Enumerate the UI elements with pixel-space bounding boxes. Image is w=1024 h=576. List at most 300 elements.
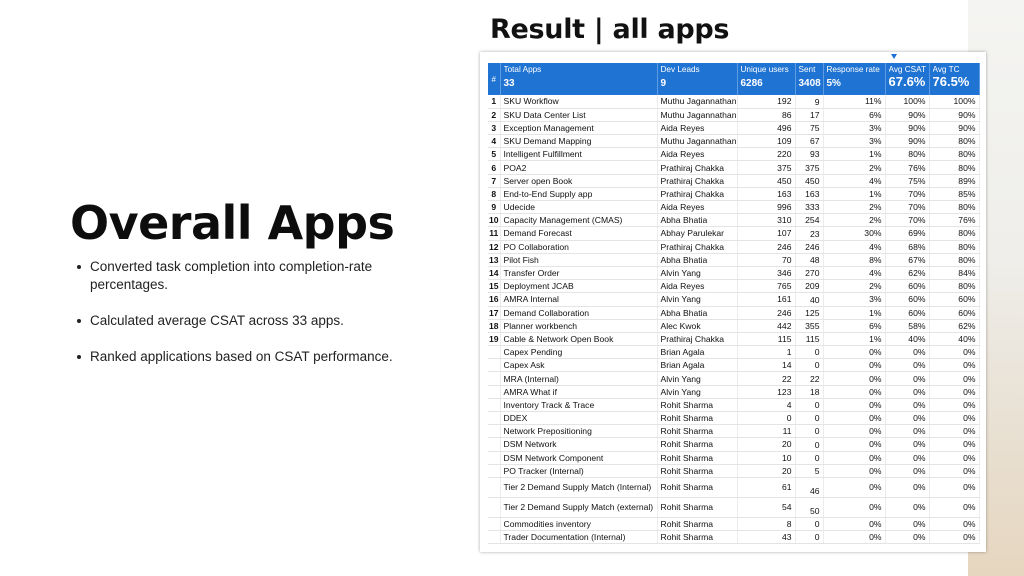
cell-avg-csat[interactable]: 0% <box>885 346 929 359</box>
cell-avg-csat[interactable]: 69% <box>885 227 929 240</box>
cell-app-name[interactable]: SKU Workflow <box>500 95 657 108</box>
cell-unique-users[interactable]: 54 <box>737 497 795 517</box>
cell-unique-users[interactable]: 8 <box>737 517 795 530</box>
cell-avg-csat[interactable]: 60% <box>885 306 929 319</box>
cell-rank[interactable] <box>488 451 500 464</box>
cell-response-rate[interactable]: 0% <box>823 372 885 385</box>
cell-response-rate[interactable]: 2% <box>823 201 885 214</box>
cell-avg-csat[interactable]: 0% <box>885 385 929 398</box>
cell-dev-lead[interactable]: Abha Bhatia <box>657 214 737 227</box>
cell-rank[interactable]: 9 <box>488 201 500 214</box>
cell-app-name[interactable]: MRA (Internal) <box>500 372 657 385</box>
cell-app-name[interactable]: Cable & Network Open Book <box>500 332 657 345</box>
cell-app-name[interactable]: Demand Forecast <box>500 227 657 240</box>
header-response-rate[interactable] <box>823 63 885 95</box>
cell-dev-lead[interactable]: Alvin Yang <box>657 266 737 279</box>
cell-avg-csat[interactable]: 90% <box>885 121 929 134</box>
cell-rank[interactable] <box>488 531 500 544</box>
cell-unique-users[interactable]: 1 <box>737 346 795 359</box>
table-row[interactable] <box>488 121 979 134</box>
cell-avg-csat[interactable]: 68% <box>885 240 929 253</box>
cell-response-rate[interactable]: 2% <box>823 280 885 293</box>
cell-rank[interactable] <box>488 412 500 425</box>
cell-avg-tc[interactable]: 84% <box>929 266 979 279</box>
cell-response-rate[interactable]: 0% <box>823 464 885 477</box>
cell-unique-users[interactable]: 220 <box>737 148 795 161</box>
cell-sent[interactable]: 48 <box>795 253 823 266</box>
cell-unique-users[interactable]: 20 <box>737 464 795 477</box>
cell-rank[interactable]: 2 <box>488 108 500 121</box>
cell-dev-lead[interactable]: Rohit Sharma <box>657 497 737 517</box>
cell-app-name[interactable]: DSM Network Component <box>500 451 657 464</box>
cell-app-name[interactable]: Capex Pending <box>500 346 657 359</box>
cell-avg-tc[interactable]: 0% <box>929 425 979 438</box>
cell-response-rate[interactable]: 0% <box>823 517 885 530</box>
cell-avg-csat[interactable]: 0% <box>885 497 929 517</box>
cell-sent[interactable]: 40 <box>795 293 823 306</box>
cell-unique-users[interactable]: 109 <box>737 135 795 148</box>
cell-unique-users[interactable]: 496 <box>737 121 795 134</box>
cell-rank[interactable] <box>488 464 500 477</box>
cell-dev-lead[interactable]: Muthu Jagannathan <box>657 95 737 108</box>
cell-dev-lead[interactable]: Rohit Sharma <box>657 425 737 438</box>
cell-response-rate[interactable]: 0% <box>823 438 885 451</box>
header-avg-csat[interactable] <box>885 63 929 95</box>
cell-avg-csat[interactable]: 58% <box>885 319 929 332</box>
cell-avg-csat[interactable]: 80% <box>885 148 929 161</box>
table-row[interactable] <box>488 359 979 372</box>
cell-sent[interactable]: 163 <box>795 187 823 200</box>
cell-sent[interactable]: 23 <box>795 227 823 240</box>
cell-response-rate[interactable]: 4% <box>823 240 885 253</box>
cell-response-rate[interactable]: 1% <box>823 332 885 345</box>
cell-dev-lead[interactable]: Alvin Yang <box>657 293 737 306</box>
cell-unique-users[interactable]: 22 <box>737 372 795 385</box>
cell-rank[interactable]: 11 <box>489 228 499 239</box>
header-unique-users[interactable] <box>737 63 795 95</box>
cell-avg-tc[interactable]: 0% <box>929 372 979 385</box>
cell-dev-lead[interactable]: Rohit Sharma <box>657 477 737 497</box>
cell-rank[interactable] <box>488 517 500 530</box>
cell-rank[interactable] <box>488 438 500 451</box>
cell-avg-tc[interactable]: 80% <box>929 148 979 161</box>
cell-unique-users[interactable]: 86 <box>737 108 795 121</box>
cell-avg-tc[interactable]: 0% <box>929 451 979 464</box>
cell-avg-csat[interactable]: 70% <box>885 214 929 227</box>
cell-sent[interactable]: 254 <box>795 214 823 227</box>
table-row[interactable] <box>488 319 979 332</box>
cell-app-name[interactable]: PO Collaboration <box>500 240 657 253</box>
cell-app-name[interactable]: PO Tracker (Internal) <box>500 464 657 477</box>
header-avg-tc[interactable] <box>929 63 979 95</box>
cell-avg-tc[interactable]: 89% <box>929 174 979 187</box>
cell-response-rate[interactable]: 0% <box>823 412 885 425</box>
table-row[interactable] <box>488 187 979 200</box>
cell-response-rate[interactable]: 30% <box>823 227 885 240</box>
cell-response-rate[interactable]: 1% <box>823 187 885 200</box>
cell-app-name[interactable]: Commodities inventory <box>500 517 657 530</box>
cell-rank[interactable]: 7 <box>488 174 500 187</box>
cell-rank[interactable]: 13 <box>488 254 499 265</box>
cell-avg-tc[interactable]: 80% <box>929 240 979 253</box>
cell-unique-users[interactable]: 450 <box>737 174 795 187</box>
cell-app-name[interactable]: AMRA Internal <box>500 293 657 306</box>
cell-response-rate[interactable]: 3% <box>823 135 885 148</box>
cell-app-name[interactable]: Demand Collaboration <box>500 306 657 319</box>
cell-app-name[interactable]: Capacity Management (CMAS) <box>500 214 657 227</box>
cell-dev-lead[interactable]: Rohit Sharma <box>657 412 737 425</box>
cell-unique-users[interactable]: 163 <box>737 187 795 200</box>
cell-avg-tc[interactable]: 100% <box>929 95 979 108</box>
cell-rank[interactable]: 4 <box>488 135 500 148</box>
cell-avg-tc[interactable]: 80% <box>929 201 979 214</box>
cell-response-rate[interactable]: 0% <box>823 497 885 517</box>
cell-dev-lead[interactable]: Aida Reyes <box>657 201 737 214</box>
cell-unique-users[interactable]: 14 <box>737 359 795 372</box>
cell-dev-lead[interactable]: Aida Reyes <box>657 121 737 134</box>
cell-avg-tc[interactable]: 62% <box>929 319 979 332</box>
cell-avg-tc[interactable]: 90% <box>929 108 979 121</box>
cell-app-name[interactable]: Deployment JCAB <box>500 280 657 293</box>
cell-sent[interactable]: 0 <box>795 359 823 372</box>
cell-response-rate[interactable]: 6% <box>823 108 885 121</box>
cell-app-name[interactable]: Transfer Order <box>500 266 657 279</box>
cell-avg-tc[interactable]: 0% <box>929 477 979 497</box>
cell-app-name[interactable]: Pilot Fish <box>500 253 657 266</box>
cell-avg-csat[interactable]: 60% <box>885 280 929 293</box>
cell-app-name[interactable]: Exception Management <box>500 121 657 134</box>
cell-app-name[interactable]: SKU Data Center List <box>500 108 657 121</box>
cell-unique-users[interactable]: 765 <box>737 280 795 293</box>
cell-app-name[interactable]: Tier 2 Demand Supply Match (Internal) <box>500 477 657 497</box>
cell-unique-users[interactable]: 61 <box>737 477 795 497</box>
cell-response-rate[interactable]: 0% <box>823 425 885 438</box>
cell-sent[interactable]: 0 <box>795 346 823 359</box>
table-row[interactable] <box>488 412 979 425</box>
cell-rank[interactable]: 10 <box>488 215 499 226</box>
cell-dev-lead[interactable]: Brian Agala <box>657 346 737 359</box>
table-row[interactable] <box>488 372 979 385</box>
cell-sent[interactable]: 46 <box>795 477 823 497</box>
cell-response-rate[interactable]: 0% <box>823 359 885 372</box>
cell-unique-users[interactable]: 11 <box>737 425 795 438</box>
cell-avg-csat[interactable]: 0% <box>885 412 929 425</box>
cell-response-rate[interactable]: 0% <box>823 531 885 544</box>
cell-dev-lead[interactable]: Prathiraj Chakka <box>657 332 737 345</box>
table-row[interactable] <box>488 438 979 451</box>
cell-dev-lead[interactable]: Prathiraj Chakka <box>657 161 737 174</box>
cell-sent[interactable]: 75 <box>795 121 823 134</box>
cell-sent[interactable]: 246 <box>795 240 823 253</box>
cell-avg-csat[interactable]: 0% <box>885 438 929 451</box>
table-row[interactable] <box>488 95 979 108</box>
cell-avg-csat[interactable]: 90% <box>885 135 929 148</box>
cell-unique-users[interactable]: 0 <box>737 412 795 425</box>
cell-dev-lead[interactable]: Muthu Jagannathan <box>657 108 737 121</box>
cell-avg-csat[interactable]: 0% <box>885 359 929 372</box>
cell-avg-tc[interactable]: 80% <box>929 253 979 266</box>
cell-avg-csat[interactable]: 100% <box>885 95 929 108</box>
cell-rank[interactable]: 15 <box>488 281 499 292</box>
cell-rank[interactable]: 19 <box>488 333 499 344</box>
cell-response-rate[interactable]: 0% <box>823 398 885 411</box>
cell-unique-users[interactable]: 375 <box>737 161 795 174</box>
cell-response-rate[interactable]: 4% <box>823 266 885 279</box>
cell-dev-lead[interactable]: Muthu Jagannathan <box>657 135 737 148</box>
cell-unique-users[interactable]: 43 <box>737 531 795 544</box>
cell-app-name[interactable]: Trader Documentation (Internal) <box>500 531 657 544</box>
cell-sent[interactable]: 17 <box>795 108 823 121</box>
cell-sent[interactable]: 18 <box>795 385 823 398</box>
cell-response-rate[interactable]: 1% <box>823 148 885 161</box>
table-row[interactable] <box>488 451 979 464</box>
cell-response-rate[interactable]: 11% <box>823 95 885 108</box>
table-row[interactable] <box>488 280 979 293</box>
cell-sent[interactable]: 50 <box>795 497 823 517</box>
cell-unique-users[interactable]: 4 <box>737 398 795 411</box>
table-row[interactable] <box>488 346 979 359</box>
cell-rank[interactable]: 16 <box>488 294 499 305</box>
table-row[interactable] <box>488 425 979 438</box>
cell-avg-csat[interactable]: 0% <box>885 425 929 438</box>
cell-sent[interactable]: 125 <box>795 306 823 319</box>
cell-app-name[interactable]: DDEX <box>500 412 657 425</box>
cell-sent[interactable]: 355 <box>795 319 823 332</box>
cell-unique-users[interactable]: 161 <box>737 293 795 306</box>
cell-rank[interactable]: 14 <box>488 268 499 279</box>
cell-dev-lead[interactable]: Rohit Sharma <box>657 517 737 530</box>
cell-dev-lead[interactable]: Prathiraj Chakka <box>657 174 737 187</box>
cell-sent[interactable]: 0 <box>795 425 823 438</box>
header-sent[interactable] <box>795 63 823 95</box>
cell-sent[interactable]: 0 <box>795 517 823 530</box>
cell-unique-users[interactable]: 246 <box>737 306 795 319</box>
cell-app-name[interactable]: Capex Ask <box>500 359 657 372</box>
cell-unique-users[interactable]: 123 <box>737 385 795 398</box>
cell-sent[interactable]: 270 <box>795 266 823 279</box>
table-row[interactable] <box>488 517 979 530</box>
cell-avg-tc[interactable]: 0% <box>929 517 979 530</box>
cell-avg-tc[interactable]: 0% <box>929 412 979 425</box>
cell-response-rate[interactable]: 0% <box>823 451 885 464</box>
cell-sent[interactable]: 333 <box>795 201 823 214</box>
cell-app-name[interactable]: Server open Book <box>500 174 657 187</box>
cell-avg-tc[interactable]: 0% <box>929 464 979 477</box>
cell-avg-tc[interactable]: 0% <box>929 359 979 372</box>
cell-response-rate[interactable]: 0% <box>823 477 885 497</box>
cell-dev-lead[interactable]: Brian Agala <box>657 359 737 372</box>
cell-dev-lead[interactable]: Rohit Sharma <box>657 438 737 451</box>
cell-app-name[interactable]: End-to-End Supply app <box>500 187 657 200</box>
cell-rank[interactable]: 6 <box>488 161 500 174</box>
cell-unique-users[interactable]: 310 <box>737 214 795 227</box>
cell-app-name[interactable]: Tier 2 Demand Supply Match (external) <box>500 497 657 517</box>
cell-dev-lead[interactable]: Alvin Yang <box>657 385 737 398</box>
cell-app-name[interactable]: Udecide <box>500 201 657 214</box>
table-row[interactable] <box>488 174 979 187</box>
cell-avg-csat[interactable]: 0% <box>885 451 929 464</box>
cell-response-rate[interactable]: 0% <box>823 346 885 359</box>
cell-dev-lead[interactable]: Alec Kwok <box>657 319 737 332</box>
cell-unique-users[interactable]: 246 <box>737 240 795 253</box>
cell-app-name[interactable]: Network Prepositioning <box>500 425 657 438</box>
cell-sent[interactable]: 5 <box>795 464 823 477</box>
cell-sent[interactable]: 9 <box>795 95 823 108</box>
table-row[interactable] <box>488 332 979 345</box>
table-row[interactable] <box>488 253 979 266</box>
table-row[interactable] <box>488 108 979 121</box>
table-row[interactable] <box>488 135 979 148</box>
cell-app-name[interactable]: POA2 <box>500 161 657 174</box>
cell-rank[interactable]: 3 <box>488 121 500 134</box>
cell-response-rate[interactable]: 8% <box>823 253 885 266</box>
cell-sent[interactable]: 450 <box>795 174 823 187</box>
cell-unique-users[interactable]: 442 <box>737 319 795 332</box>
cell-dev-lead[interactable]: Abha Bhatia <box>657 306 737 319</box>
cell-rank[interactable] <box>488 372 500 385</box>
cell-avg-tc[interactable]: 80% <box>929 161 979 174</box>
cell-app-name[interactable]: Inventory Track & Trace <box>500 398 657 411</box>
cell-rank[interactable] <box>488 346 500 359</box>
cell-avg-csat[interactable]: 0% <box>885 398 929 411</box>
cell-app-name[interactable]: DSM Network <box>500 438 657 451</box>
cell-avg-tc[interactable]: 60% <box>929 293 979 306</box>
cell-dev-lead[interactable]: Abha Bhatia <box>657 253 737 266</box>
cell-unique-users[interactable]: 346 <box>737 266 795 279</box>
cell-avg-tc[interactable]: 0% <box>929 385 979 398</box>
cell-dev-lead[interactable]: Rohit Sharma <box>657 451 737 464</box>
cell-rank[interactable] <box>488 477 500 497</box>
cell-rank[interactable]: 1 <box>488 95 500 108</box>
cell-avg-csat[interactable]: 90% <box>885 108 929 121</box>
cell-rank[interactable] <box>488 359 500 372</box>
cell-avg-csat[interactable]: 0% <box>885 464 929 477</box>
cell-avg-csat[interactable]: 60% <box>885 293 929 306</box>
cell-unique-users[interactable]: 70 <box>737 253 795 266</box>
cell-dev-lead[interactable]: Alvin Yang <box>657 372 737 385</box>
cell-sent[interactable]: 0 <box>795 438 823 451</box>
cell-response-rate[interactable]: 1% <box>823 306 885 319</box>
cell-response-rate[interactable]: 6% <box>823 319 885 332</box>
cell-response-rate[interactable]: 2% <box>823 214 885 227</box>
table-row[interactable] <box>488 293 979 306</box>
cell-unique-users[interactable]: 10 <box>737 451 795 464</box>
cell-response-rate[interactable]: 2% <box>823 161 885 174</box>
table-row[interactable] <box>488 227 979 240</box>
cell-unique-users[interactable]: 192 <box>737 95 795 108</box>
cell-unique-users[interactable]: 115 <box>737 332 795 345</box>
cell-sent[interactable]: 209 <box>795 280 823 293</box>
cell-avg-csat[interactable]: 0% <box>885 477 929 497</box>
cell-app-name[interactable]: Planner workbench <box>500 319 657 332</box>
cell-dev-lead[interactable]: Rohit Sharma <box>657 531 737 544</box>
cell-sent[interactable]: 0 <box>795 412 823 425</box>
cell-rank[interactable]: 8 <box>488 187 500 200</box>
cell-avg-csat[interactable]: 40% <box>885 332 929 345</box>
cell-sent[interactable]: 67 <box>795 135 823 148</box>
cell-avg-tc[interactable]: 85% <box>929 187 979 200</box>
cell-sent[interactable]: 115 <box>795 332 823 345</box>
table-row[interactable] <box>488 497 979 517</box>
table-row[interactable] <box>488 385 979 398</box>
cell-response-rate[interactable]: 3% <box>823 121 885 134</box>
table-row[interactable] <box>488 477 979 497</box>
cell-sent[interactable]: 0 <box>795 531 823 544</box>
cell-dev-lead[interactable]: Aida Reyes <box>657 280 737 293</box>
cell-avg-tc[interactable]: 80% <box>929 280 979 293</box>
filter-arrow-icon[interactable] <box>891 54 897 59</box>
cell-avg-csat[interactable]: 70% <box>885 187 929 200</box>
cell-sent[interactable]: 375 <box>795 161 823 174</box>
cell-rank[interactable] <box>488 398 500 411</box>
cell-dev-lead[interactable]: Prathiraj Chakka <box>657 240 737 253</box>
cell-avg-tc[interactable]: 76% <box>929 214 979 227</box>
cell-sent[interactable]: 93 <box>795 148 823 161</box>
cell-avg-csat[interactable]: 62% <box>885 266 929 279</box>
cell-dev-lead[interactable]: Prathiraj Chakka <box>657 187 737 200</box>
cell-response-rate[interactable]: 0% <box>823 385 885 398</box>
cell-rank[interactable] <box>488 497 500 517</box>
cell-dev-lead[interactable]: Abhay Parulekar <box>657 227 737 240</box>
table-row[interactable] <box>488 266 979 279</box>
header-total-apps[interactable] <box>500 63 657 95</box>
cell-rank[interactable]: 18 <box>488 320 499 331</box>
header-num[interactable]: # <box>488 63 500 95</box>
cell-dev-lead[interactable]: Aida Reyes <box>657 148 737 161</box>
cell-rank[interactable]: 17 <box>488 307 499 318</box>
cell-avg-tc[interactable]: 40% <box>929 332 979 345</box>
table-row[interactable] <box>488 464 979 477</box>
cell-app-name[interactable]: Intelligent Fulfillment <box>500 148 657 161</box>
cell-avg-tc[interactable]: 90% <box>929 121 979 134</box>
cell-avg-csat[interactable]: 76% <box>885 161 929 174</box>
cell-rank[interactable] <box>488 425 500 438</box>
cell-avg-csat[interactable]: 0% <box>885 531 929 544</box>
cell-sent[interactable]: 0 <box>795 451 823 464</box>
cell-avg-tc[interactable]: 80% <box>929 135 979 148</box>
cell-avg-tc[interactable]: 0% <box>929 531 979 544</box>
cell-avg-tc[interactable]: 0% <box>929 398 979 411</box>
cell-avg-tc[interactable]: 60% <box>929 306 979 319</box>
cell-avg-tc[interactable]: 0% <box>929 438 979 451</box>
cell-unique-users[interactable]: 107 <box>737 227 795 240</box>
cell-avg-csat[interactable]: 0% <box>885 517 929 530</box>
cell-avg-tc[interactable]: 0% <box>929 497 979 517</box>
cell-sent[interactable]: 22 <box>795 372 823 385</box>
cell-dev-lead[interactable]: Rohit Sharma <box>657 398 737 411</box>
cell-response-rate[interactable]: 3% <box>823 293 885 306</box>
table-row[interactable] <box>488 531 979 544</box>
table-row[interactable] <box>488 148 979 161</box>
cell-avg-csat[interactable]: 0% <box>885 372 929 385</box>
cell-sent[interactable]: 0 <box>795 398 823 411</box>
cell-avg-csat[interactable]: 67% <box>885 253 929 266</box>
table-row[interactable] <box>488 161 979 174</box>
cell-dev-lead[interactable]: Rohit Sharma <box>657 464 737 477</box>
cell-rank[interactable] <box>488 385 500 398</box>
table-row[interactable] <box>488 240 979 253</box>
table-row[interactable] <box>488 201 979 214</box>
cell-avg-tc[interactable]: 80% <box>929 227 979 240</box>
cell-unique-users[interactable]: 996 <box>737 201 795 214</box>
cell-app-name[interactable]: AMRA What if <box>500 385 657 398</box>
table-row[interactable] <box>488 306 979 319</box>
table-row[interactable] <box>488 398 979 411</box>
cell-unique-users[interactable]: 20 <box>737 438 795 451</box>
cell-avg-tc[interactable]: 0% <box>929 346 979 359</box>
table-row[interactable] <box>488 214 979 227</box>
cell-app-name[interactable]: SKU Demand Mapping <box>500 135 657 148</box>
